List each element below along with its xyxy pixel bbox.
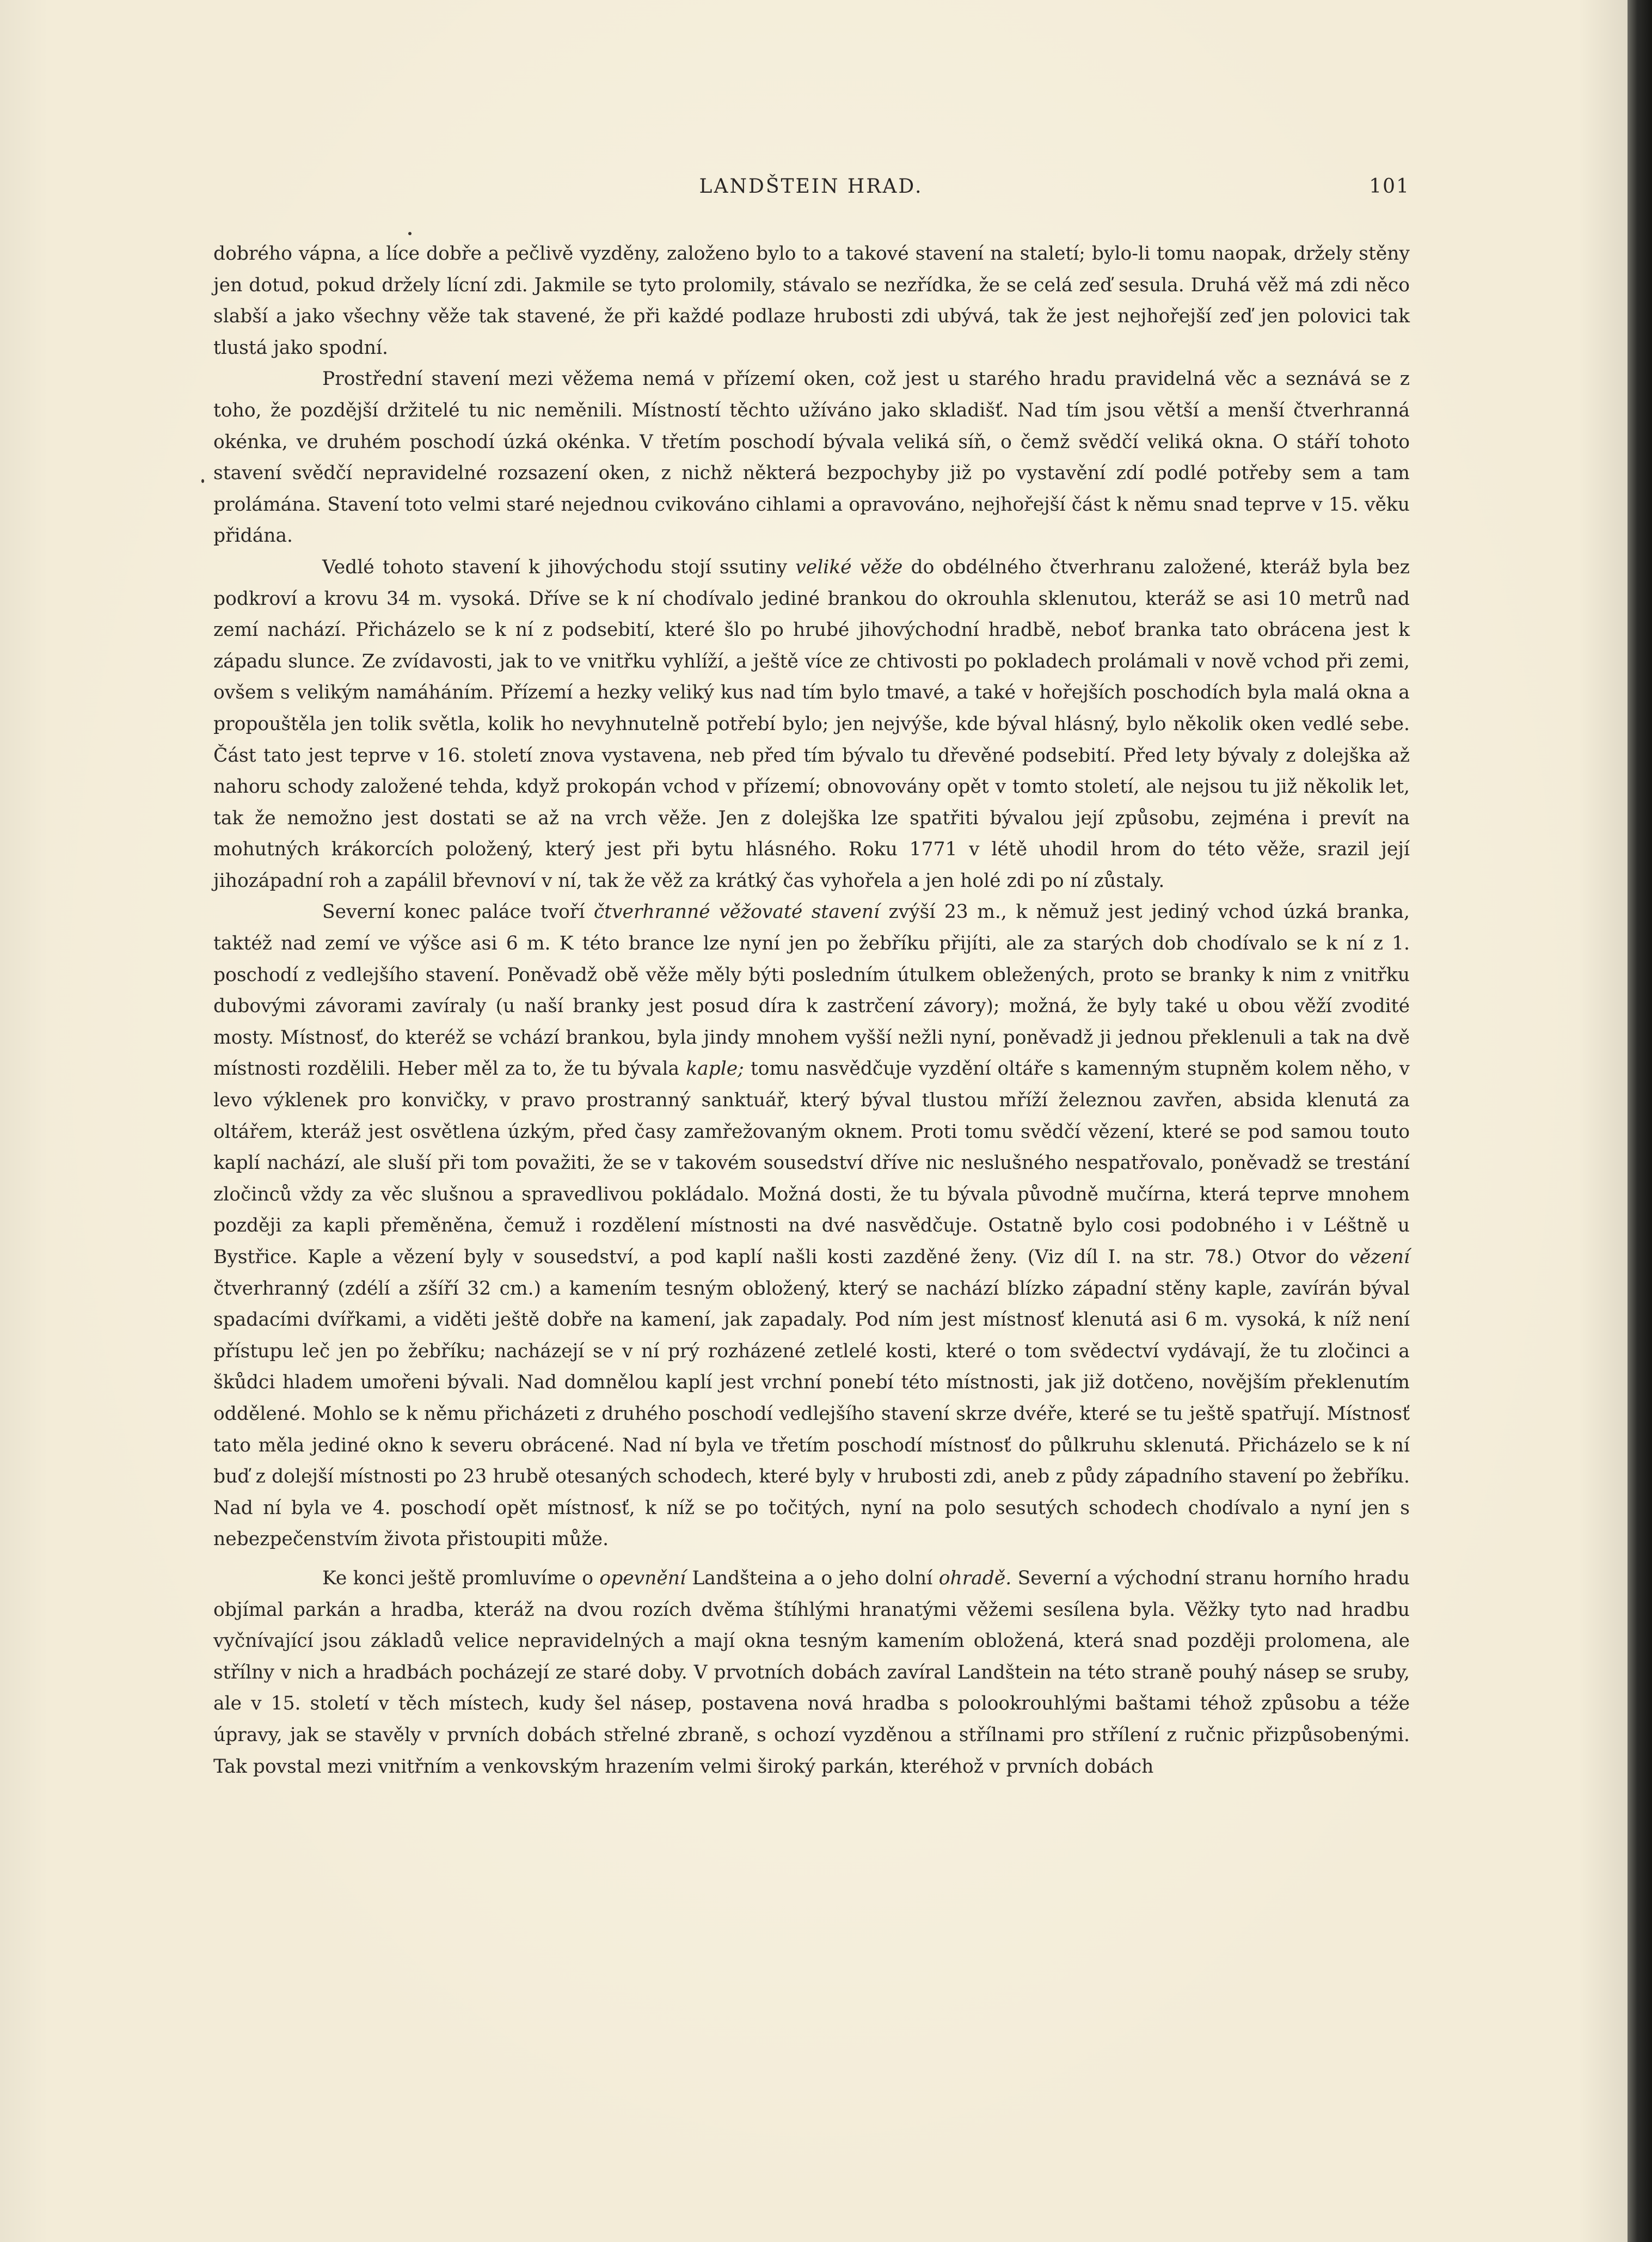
body-text bbox=[213, 238, 1410, 1782]
paragraph: Prostřední stavení mezi věžema nemá v přízemí oken, což jest u starého hradu pravidelná věc a seznává se z toho, že pozdější držitelé tu nic neměnili. Místností těchto užíváno jako skladišť. Nad tím jsou větší a menší čtverhranná okénka, ve druhém poschodí úzká okénka. V třetím poschodí bývala veliká síň, o čemž svědčí veliká okna. O stáří tohoto stavení svědčí nepravidelné rozsazení oken, z nichž některá bezpochyby již po vystavění zdí podlé potřeby sem a tam prolámána. Stavení toto velmi staré nejednou cvikováno cihlami a opravováno, nejhořejší část k němu snad teprve v 15. věku přidána. bbox=[213, 368, 1410, 547]
ink-speck bbox=[408, 232, 412, 235]
paragraph: dobrého vápna, a líce dobře a pečlivě vyzděny, založeno bylo to a takové stavení na staletí; bylo-li tomu naopak, držely stěny jen dotud, pokud držely lícní zdi. Jakmile se tyto prolomily, stávalo se nezřídka, že se celá zeď sesula. Druhá věž má zdi něco slabší a jako všechny věže tak stavené, že při každé podlaze hrubosti zdi ubývá, tak že jest nejhořejší zeď jen polovici tak tlustá jako spodní. bbox=[213, 243, 1410, 359]
italic-term: čtverhranné věžovaté stavení bbox=[593, 901, 880, 923]
italic-term: ohradě. bbox=[938, 1567, 1012, 1589]
paragraph: Ke konci ještě promluvíme o opevnění Landšteina a o jeho dolní ohradě. Severní a východní stranu horního hradu objímal parkán a hradba, kteráž na dvou rozích dvěma štíhlými hranatými věžemi sesílena byla. Věžky tyto nad hradbu vyčnívající jsou základů velice nepravidelných a mají okna tesným kamením obložená, která snad později prolomena, ale střílny v nich a hradbách pocházejí ze staré doby. V prvotních dobách zavíral Landštein na této straně pouhý násep se sruby, ale v 15. století v těch místech, kudy šel násep, postavena nová hradba s polookrouhlými baštami téhož způsobu a téže úpravy, jak se stavěly v prvních dobách střelné zbraně, s ochozí vyzděnou a střílnami pro střílení z ručnic přizpůsobenými. Tak povstal mezi vnitřním a venkovským hrazením velmi široký parkán, kteréhož v prvních dobách bbox=[213, 1567, 1410, 1778]
italic-term: veliké věže bbox=[795, 556, 903, 578]
italic-term: kaple; bbox=[686, 1058, 744, 1080]
running-title: LANDŠTEIN HRAD. bbox=[699, 175, 923, 198]
page-header bbox=[212, 175, 1410, 208]
book-spine-edge bbox=[1628, 0, 1652, 2242]
page-number: 101 bbox=[1369, 175, 1410, 198]
italic-term: vězení bbox=[1349, 1246, 1410, 1268]
italic-term: opevnění bbox=[599, 1567, 686, 1589]
paragraph: Vedlé tohoto stavení k jihovýchodu stojí ssutiny veliké věže do obdélného čtverhranu založené, kteráž byla bez podkroví a krovu 34 m. vysoká. Dříve se k ní chodívalo jediné brankou do okrouhla sklenutou, kteráž se asi 10 metrů nad zemí nachází. Přicházelo se k ní z podsebití, které šlo po hrubé jihovýchodní hradbě, neboť branka tato obrácena jest k západu slunce. Ze zvídavosti, jak to ve vnitřku vyhlíží, a ještě více ze chtivosti po pokladech prolámali v nově vchod při zemi, ovšem s velikým namáháním. Přízemí a hezky veliký kus nad tím bylo tmavé, a také v hořejších poschodích byla malá okna a propouštěla jen tolik světla, kolik ho nevyhnutelně potřebí bylo; jen nejvýše, kde býval hlásný, bylo několik oken vedlé sebe. Část tato jest teprve v 16. století znova vystavena, neb před tím bývalo tu dřevěné podsebití. Před lety bývaly z dolejška až nahoru schody založené tehda, když prokopán vchod v přízemí; obnovovány opět v tomto století, ale nejsou tu již několik let, tak že nemožno jest dostati se až na vrch věže. Jen z dolejška lze spatřiti bývalou její způsobu, zejména i prevít na mohutných krákorcích položený, který jest při bytu hlásného. Roku 1771 v létě uhodil hrom do této věže, srazil její jihozápadní roh a zapálil břevnoví v ní, tak že věž za krátký čas vyhořela a jen holé zdi po ní zůstaly. bbox=[213, 556, 1410, 892]
ink-speck bbox=[201, 479, 204, 483]
paragraph: Severní konec paláce tvoří čtverhranné věžovaté stavení zvýší 23 m., k němuž jest jediný vchod úzká branka, taktéž nad zemí ve výšce asi 6 m. K této brance lze nyní jen po žebříku přijíti, ale za starých dob chodívalo se k ní z 1. poschodí z vedlejšího stavení. Poněvadž obě věže měly býti posledním útulkem obležených, proto se branky k nim z vnitřku dubovými závorami zavíraly (u naší branky jest posud díra k zastrčení závory); možná, že byly také u obou věží zvodité mosty. Místnosť, do kteréž se vchází brankou, byla jindy mnohem vyšší nežli nyní, poněvadž ji jednou překlenuli a tak na dvě místnosti rozdělili. Heber měl za to, že tu bývala kaple; tomu nasvědčuje vyzdění oltáře s kamenným stupněm kolem něho, v levo výklenek pro konvičky, v pravo prostranný sanktuář, který býval tlustou mříží železnou zavřen, absida klenutá za oltářem, kteráž jest osvětlena úzkým, před časy zamřežovaným oknem. Proti tomu svědčí vězení, které se pod samou touto kaplí nachází, ale sluší při tom považiti, že se v takovém sousedství dříve nic neslušného nespatřovalo, poněvadž se trestání zločinců vždy za věc slušnou a spravedlivou pokládalo. Možná dosti, že tu bývala původně mučírna, která teprve mnohem později za kapli přeměněna, čemuž i rozdělení místnosti na dvé nasvědčuje. Ostatně bylo cosi podobného i v Léštně u Bystřice. Kaple a vězení byly v sousedství, a pod kaplí našli kosti zazděné ženy. (Viz díl I. na str. 78.) Otvor do vězení čtverhranný (zdélí a zšíří 32 cm.) a kamením tesným obložený, který se nachází blízko západní stěny kaple, zavírán býval spadacími dvířkami, a viděti ještě dobře na kamení, jak zapadaly. Pod ním jest místnosť klenutá asi 6 m. vysoká, k níž není přístupu leč jen po žebříku; nacházejí se v ní prý rozházené zetlelé kosti, které o tom svědectví vydávají, že tu zločinci a škůdci hladem umořeni bývali. Nad domnělou kaplí jest vrchní ponebí této místnosti, jak již dotčeno, novějším překlenutím oddělené. Mohlo se k němu přicházeti z druhého poschodí vedlejšího stavení skrze dvéře, které se tu ještě spatřují. Místnosť tato měla jediné okno k severu obrácené. Nad ní byla ve třetím poschodí místnosť do půlkruhu sklenutá. Přicházelo se k ní buď z dolejší místnosti po 23 hrubě otesaných schodech, které byly v hrubosti zdi, aneb z půdy západního stavení po žebříku. Nad ní byla ve 4. poschodí opět místnosť, k níž se po točitých, nyní na polo sesutých schodech chodívalo a nyní jen s nebezpečenstvím života přistoupiti může. bbox=[213, 901, 1410, 1551]
